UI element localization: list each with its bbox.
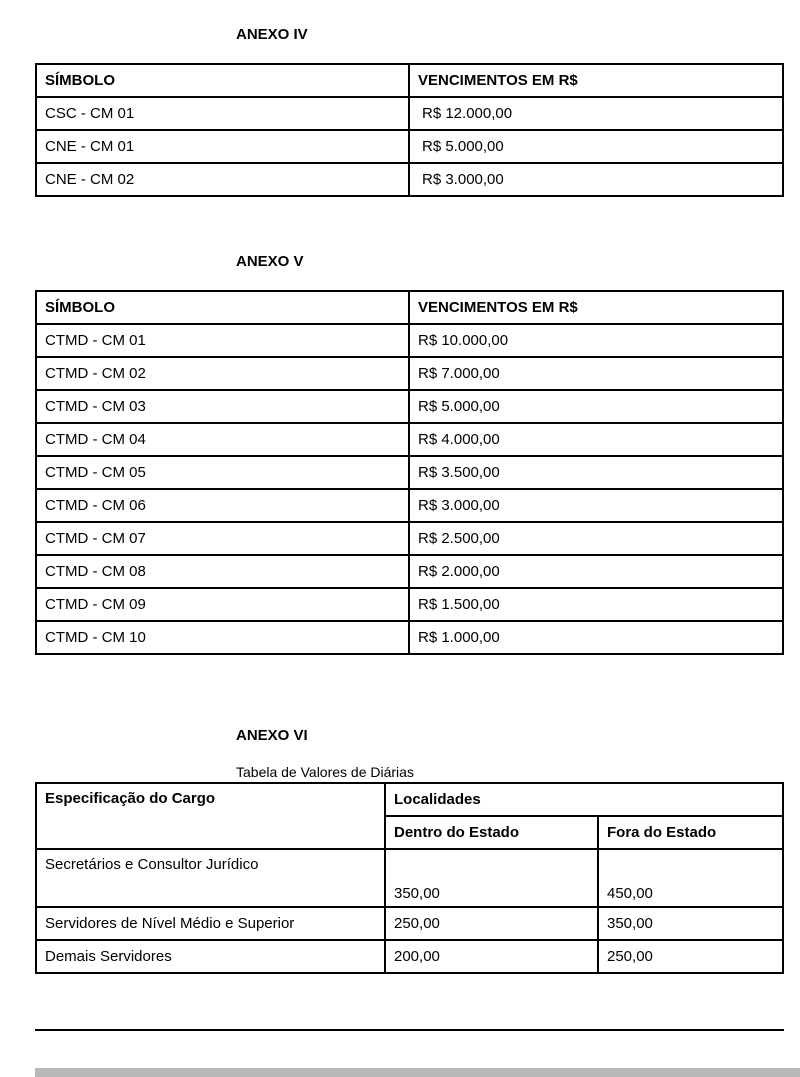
table-row	[36, 621, 783, 654]
cell-simbolo: CTMD - CM 03	[36, 390, 409, 423]
cell-dentro: 250,00	[385, 907, 598, 940]
table-row	[36, 555, 783, 588]
cell-vencimento: R$ 1.500,00	[409, 588, 783, 621]
table-row	[36, 588, 783, 621]
table-row	[36, 849, 783, 907]
cell-vencimento: R$ 2.000,00	[409, 555, 783, 588]
table-row	[36, 423, 783, 456]
header-simbolo: SÍMBOLO	[36, 64, 409, 97]
cell-vencimento: R$ 3.000,00	[409, 163, 783, 196]
cell-simbolo: CTMD - CM 02	[36, 357, 409, 390]
table-row	[36, 97, 783, 130]
cell-vencimento: R$ 10.000,00	[409, 324, 783, 357]
cell-simbolo: CTMD - CM 06	[36, 489, 409, 522]
anexo-iv-title: ANEXO IV	[236, 26, 308, 43]
anexo-vi-table	[35, 782, 784, 974]
cell-simbolo: CTMD - CM 10	[36, 621, 409, 654]
header-fora-estado: Fora do Estado	[598, 816, 783, 849]
header-vencimentos: VENCIMENTOS EM R$	[409, 291, 783, 324]
cell-cargo: Servidores de Nível Médio e Superior	[36, 907, 385, 940]
cell-simbolo: CTMD - CM 04	[36, 423, 409, 456]
header-cargo: Especificação do Cargo	[36, 783, 385, 849]
table-row	[36, 456, 783, 489]
header-localidades: Localidades	[385, 783, 783, 816]
cell-simbolo: CTMD - CM 09	[36, 588, 409, 621]
table-header-row	[36, 783, 783, 816]
table-row	[36, 907, 783, 940]
cell-cargo: Demais Servidores	[36, 940, 385, 973]
cell-simbolo: CNE - CM 02	[36, 163, 409, 196]
table-row	[36, 357, 783, 390]
cell-vencimento: R$ 3.000,00	[409, 489, 783, 522]
anexo-v-table	[35, 290, 784, 655]
cell-vencimento: R$ 1.000,00	[409, 621, 783, 654]
cell-dentro: 200,00	[385, 940, 598, 973]
cell-dentro: 350,00	[385, 849, 598, 907]
header-vencimentos: VENCIMENTOS EM R$	[409, 64, 783, 97]
cell-simbolo: CNE - CM 01	[36, 130, 409, 163]
table-row	[36, 390, 783, 423]
footer-bar	[35, 1068, 800, 1077]
table-row	[36, 489, 783, 522]
cell-simbolo: CTMD - CM 07	[36, 522, 409, 555]
cell-simbolo: CSC - CM 01	[36, 97, 409, 130]
cell-simbolo: CTMD - CM 01	[36, 324, 409, 357]
anexo-iv-table	[35, 63, 784, 197]
cell-vencimento: R$ 5.000,00	[409, 390, 783, 423]
cell-vencimento: R$ 12.000,00	[409, 97, 783, 130]
table-header-row	[36, 291, 783, 324]
anexo-vi-subtitle: Tabela de Valores de Diárias	[236, 764, 414, 780]
table-header-row	[36, 64, 783, 97]
table-row	[36, 940, 783, 973]
cell-vencimento: R$ 7.000,00	[409, 357, 783, 390]
table-row	[36, 522, 783, 555]
cell-simbolo: CTMD - CM 05	[36, 456, 409, 489]
cell-fora: 450,00	[598, 849, 783, 907]
cell-simbolo: CTMD - CM 08	[36, 555, 409, 588]
header-dentro-estado: Dentro do Estado	[385, 816, 598, 849]
table-row	[36, 130, 783, 163]
table-row	[36, 163, 783, 196]
cell-vencimento: R$ 5.000,00	[409, 130, 783, 163]
anexo-v-title: ANEXO V	[236, 253, 304, 270]
horizontal-divider	[35, 1029, 784, 1031]
cell-fora: 350,00	[598, 907, 783, 940]
cell-vencimento: R$ 4.000,00	[409, 423, 783, 456]
cell-vencimento: R$ 3.500,00	[409, 456, 783, 489]
cell-vencimento: R$ 2.500,00	[409, 522, 783, 555]
header-simbolo: SÍMBOLO	[36, 291, 409, 324]
anexo-vi-title: ANEXO VI	[236, 727, 308, 744]
cell-fora: 250,00	[598, 940, 783, 973]
cell-cargo: Secretários e Consultor Jurídico	[36, 849, 385, 907]
table-row	[36, 324, 783, 357]
